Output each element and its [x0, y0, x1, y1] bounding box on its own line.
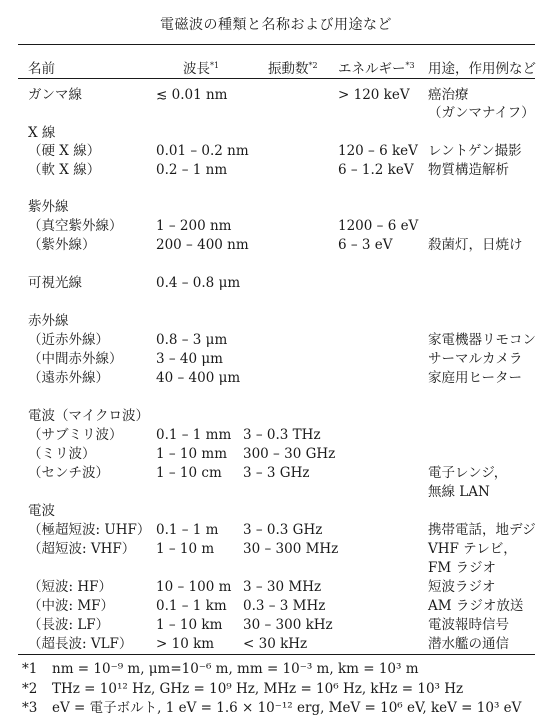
header-energy — [338, 57, 415, 77]
cell-wl: 0.01 – 0.2 nm — [156, 143, 249, 159]
cell-use: 短波ラジオ — [428, 579, 496, 595]
cell-use: （ガンマナイフ） — [428, 105, 535, 121]
cell-freq: 3 – 0.3 THz — [243, 427, 321, 443]
footnote-text: eV = 電子ボルト, 1 eV = 1.6 × 10⁻¹² erg, MeV = 10⁶ eV, keV = 10³ eV — [52, 700, 522, 716]
cell-name: （真空紫外線） — [28, 218, 123, 234]
cell-name: （紫外線） — [28, 237, 96, 253]
cell-energy: 6 – 1.2 keV — [338, 162, 414, 178]
cell-name: （超短波: VHF） — [28, 541, 136, 557]
cell-name: ガンマ線 — [28, 87, 82, 103]
header-rule — [18, 78, 535, 79]
cell-use: サーマルカメラ — [428, 351, 523, 367]
cell-freq: 0.3 – 3 MHz — [243, 598, 326, 614]
cell-freq: 3 – 30 MHz — [243, 579, 322, 595]
cell-energy: 1200 – 6 eV — [338, 218, 419, 234]
header-frequency-mark: *2 — [308, 61, 318, 70]
cell-name: （極超短波: UHF） — [28, 522, 151, 538]
cell-wl: 0.1 – 1 mm — [156, 427, 232, 443]
cell-wl: 1 – 10 m — [156, 541, 215, 557]
cell-use: 電子レンジ， — [428, 465, 508, 481]
cell-use: 潜水艦の通信 — [428, 636, 509, 652]
cell-energy: > 120 keV — [338, 87, 410, 103]
footnote-mark: *2 — [22, 681, 38, 697]
cell-use: 電波報時信号 — [428, 617, 509, 633]
cell-name: （中波: MF） — [28, 598, 115, 614]
cell-freq: 30 – 300 kHz — [243, 617, 333, 633]
cell-wl: 0.8 – 3 μm — [156, 332, 228, 348]
cell-name: （センチ波） — [28, 465, 109, 481]
cell-name: 電波 — [28, 503, 55, 519]
footnote-mark: *3 — [22, 700, 38, 716]
cell-name: （硬 X 線） — [28, 143, 101, 159]
footnote-mark: *1 — [22, 661, 38, 677]
cell-name: （近赤外線） — [28, 332, 109, 348]
header-wavelength — [183, 57, 219, 77]
header-frequency — [268, 57, 318, 77]
cell-wl: 1 – 200 nm — [156, 218, 232, 234]
cell-name: 赤外線 — [28, 313, 69, 329]
cell-name: （遠赤外線） — [28, 370, 109, 386]
header-wavelength-label: 波長 — [183, 61, 210, 77]
cell-freq: < 30 kHz — [243, 636, 308, 652]
cell-freq: 30 – 300 MHz — [243, 541, 339, 557]
cell-use: AM ラジオ放送 — [428, 598, 524, 614]
header-frequency-label: 振動数 — [268, 61, 309, 77]
cell-wl: 40 – 400 μm — [156, 370, 241, 386]
cell-name: 可視光線 — [28, 275, 82, 291]
cell-use: レントゲン撮影 — [428, 143, 522, 159]
footnote-text: nm = 10⁻⁹ m, μm=10⁻⁶ m, mm = 10⁻³ m, km = 10³ m — [52, 661, 419, 677]
header-name: 名前 — [28, 61, 55, 77]
cell-wl: 200 – 400 nm — [156, 237, 249, 253]
cell-wl: 1 – 10 cm — [156, 465, 222, 481]
cell-freq: 3 – 0.3 GHz — [243, 522, 323, 538]
footnote — [22, 681, 463, 697]
cell-freq: 300 – 30 GHz — [243, 446, 336, 462]
footnote-text: THz = 10¹² Hz, GHz = 10⁹ Hz, MHz = 10⁶ Hz, kHz = 10³ Hz — [52, 681, 464, 697]
cell-name: 電波（マイクロ波） — [28, 408, 149, 424]
header-energy-label: エネルギー — [338, 61, 406, 77]
cell-use: 家庭用ヒーター — [428, 370, 522, 386]
bottom-rule — [18, 654, 535, 655]
cell-use: 殺菌灯，日焼け — [428, 237, 523, 253]
cell-use: FM ラジオ — [428, 560, 496, 576]
cell-energy: 6 – 3 eV — [338, 237, 393, 253]
cell-freq: 3 – 3 GHz — [243, 465, 310, 481]
cell-name: （長波: LF） — [28, 617, 110, 633]
header-energy-mark: *3 — [405, 61, 415, 70]
cell-wl: 0.2 – 1 nm — [156, 162, 228, 178]
footnote — [22, 700, 521, 716]
top-rule — [18, 44, 535, 45]
cell-name: （短波: HF） — [28, 579, 112, 595]
cell-name: （中間赤外線） — [28, 351, 123, 367]
cell-use: 癌治療 — [428, 87, 469, 103]
cell-use: 無線 LAN — [428, 484, 490, 500]
cell-wl: 10 – 100 m — [156, 579, 232, 595]
cell-name: X 線 — [28, 125, 56, 141]
cell-wl: 0.4 – 0.8 μm — [156, 275, 241, 291]
cell-wl: ≲ 0.01 nm — [156, 87, 228, 103]
table-title: 電磁波の種類と名称および用途など — [160, 17, 392, 33]
cell-wl: 1 – 10 mm — [156, 446, 227, 462]
cell-wl: 0.1 – 1 m — [156, 522, 219, 538]
cell-name: （超長波: VLF） — [28, 636, 133, 652]
cell-use: 家電機器リモコン — [428, 332, 536, 348]
cell-use: 物質構造解析 — [428, 162, 509, 178]
cell-wl: 0.1 – 1 km — [156, 598, 227, 614]
header-use: 用途，作用例など — [428, 61, 536, 77]
footnote — [22, 661, 419, 677]
cell-use: 携帯電話，地デジ — [428, 522, 536, 538]
cell-use: VHF テレビ， — [428, 541, 517, 557]
cell-wl: 3 – 40 μm — [156, 351, 223, 367]
cell-name: （軟 X 線） — [28, 162, 101, 178]
cell-energy: 120 – 6 keV — [338, 143, 418, 159]
cell-name: 紫外線 — [28, 199, 69, 215]
cell-wl: > 10 km — [156, 636, 215, 652]
header-wavelength-mark: *1 — [210, 61, 220, 70]
cell-wl: 1 – 10 km — [156, 617, 223, 633]
cell-name: （サブミリ波） — [28, 427, 123, 443]
cell-name: （ミリ波） — [28, 446, 96, 462]
